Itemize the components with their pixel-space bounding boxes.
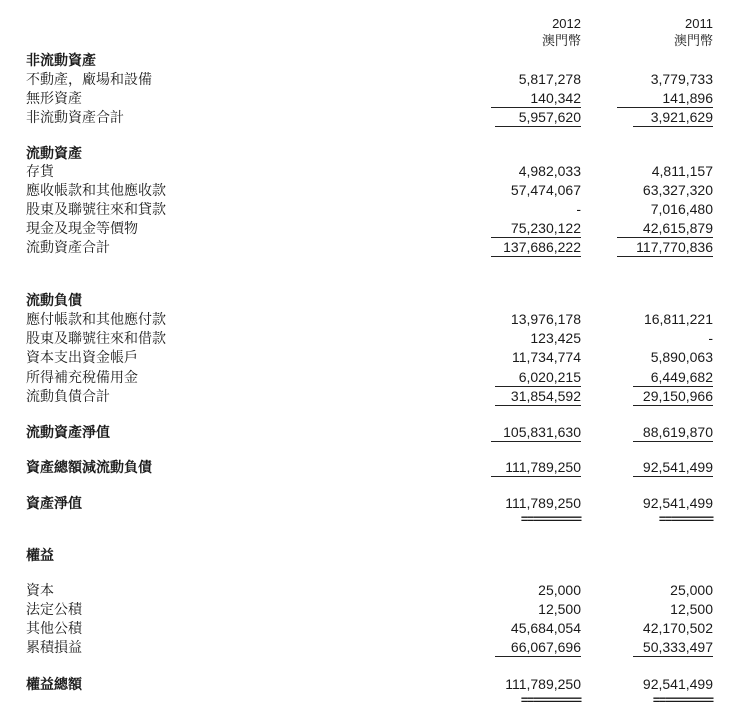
row-label: 不動產，廠場和設備 <box>26 71 152 87</box>
value-2012: 6,020,215 <box>495 369 581 387</box>
value-2011: 12,500 <box>670 601 713 617</box>
value-2011: 88,619,870 <box>633 424 713 442</box>
row-net-current-assets <box>0 424 739 441</box>
section-heading-current-liabilities: 流動負債 <box>26 292 82 308</box>
section-heading-non-current-assets: 非流動資產 <box>26 52 96 68</box>
value-2011: 4,811,157 <box>651 163 713 179</box>
table-row <box>0 601 739 618</box>
row-label: 應付帳款和其他應付款 <box>26 311 166 327</box>
value-2012: 137,686,222 <box>491 239 581 257</box>
row-label: 資本支出資金帳戶 <box>26 349 138 365</box>
value-2012: - <box>576 201 581 217</box>
table-row <box>0 220 739 237</box>
table-row <box>0 330 739 347</box>
value-2011: 117,770,836 <box>617 239 713 257</box>
table-row <box>0 311 739 328</box>
table-row-subtotal <box>0 388 739 405</box>
value-2011: 141,896 <box>617 90 713 108</box>
table-row <box>0 182 739 199</box>
table-row <box>0 71 739 88</box>
table-row-subtotal <box>0 239 739 256</box>
value-2012: 13,976,178 <box>510 311 581 327</box>
row-label: 存貨 <box>26 163 54 179</box>
row-label: 資本 <box>26 582 54 598</box>
row-label: 法定公積 <box>26 601 82 617</box>
section-heading-current-assets: 流動資產 <box>26 145 82 161</box>
value-2012: 5,817,278 <box>518 71 581 87</box>
row-label: 資產總額減流動負債 <box>26 459 152 475</box>
row-label: 應收帳款和其他應收款 <box>26 182 166 198</box>
row-net-assets <box>0 495 739 512</box>
value-2011: 92,541,499 <box>633 459 713 477</box>
value-2011: 92,541,499 <box>642 676 713 692</box>
table-row <box>0 639 739 656</box>
value-2012: 66,067,696 <box>495 639 581 657</box>
row-label: 股東及聯號往來和借款 <box>26 330 166 346</box>
value-2011: 25,000 <box>670 582 713 598</box>
value-2011: 50,333,497 <box>633 639 713 657</box>
row-label: 累積損益 <box>26 639 82 655</box>
value-2012: 105,831,630 <box>491 424 581 442</box>
value-2012: 123,425 <box>530 330 581 346</box>
double-rule-2011: ========= <box>658 512 713 526</box>
double-rule-2012: ========== <box>520 693 581 707</box>
table-row <box>0 582 739 599</box>
table-row <box>0 620 739 637</box>
column-year: 2011 <box>685 16 713 31</box>
row-label: 非流動資產合計 <box>26 109 124 125</box>
column-header-2011 <box>674 16 713 48</box>
table-row-subtotal <box>0 109 739 126</box>
value-2012: 45,684,054 <box>510 620 581 636</box>
row-label: 權益總額 <box>26 676 82 692</box>
row-total-assets-less-current-liabilities <box>0 459 739 476</box>
table-row <box>0 201 739 218</box>
value-2012: 12,500 <box>538 601 581 617</box>
value-2011: 16,811,221 <box>643 311 713 327</box>
value-2011: - <box>708 330 713 346</box>
value-2012: 140,342 <box>491 90 581 108</box>
column-header-2012 <box>542 16 581 48</box>
double-rule-2012: ========== <box>520 512 581 526</box>
value-2011: 5,890,063 <box>650 349 713 365</box>
row-label: 流動資產淨值 <box>26 424 110 440</box>
row-label: 流動資產合計 <box>26 239 110 255</box>
value-2011: 42,170,502 <box>642 620 713 636</box>
row-label: 現金及現金等價物 <box>26 220 138 236</box>
value-2011: 29,150,966 <box>633 388 713 406</box>
value-2012: 111,789,250 <box>505 676 581 692</box>
table-row <box>0 349 739 366</box>
section-heading-equity: 權益 <box>26 547 54 563</box>
value-2012: 5,957,620 <box>495 109 581 127</box>
value-2012: 25,000 <box>538 582 581 598</box>
value-2012: 31,854,592 <box>495 388 581 406</box>
value-2011: 42,615,879 <box>617 220 713 238</box>
row-label: 資產淨值 <box>26 495 82 511</box>
table-row <box>0 369 739 386</box>
row-label: 股東及聯號往來和貸款 <box>26 201 166 217</box>
value-2011: 3,779,733 <box>650 71 713 87</box>
value-2011: 92,541,499 <box>642 495 713 511</box>
value-2011: 3,921,629 <box>633 109 713 127</box>
column-currency: 澳門幣 <box>541 33 581 48</box>
value-2012: 111,789,250 <box>491 459 581 477</box>
value-2012: 4,982,033 <box>518 163 581 179</box>
double-rule-2011: ========== <box>652 693 713 707</box>
value-2011: 6,449,682 <box>633 369 713 387</box>
value-2012: 111,789,250 <box>505 495 581 511</box>
row-label: 所得補充稅備用金 <box>26 369 138 385</box>
table-row <box>0 163 739 180</box>
column-currency: 澳門幣 <box>673 33 713 48</box>
value-2011: 7,016,480 <box>650 201 713 217</box>
table-row <box>0 90 739 107</box>
value-2012: 57,474,067 <box>510 182 581 198</box>
column-year: 2012 <box>552 16 581 31</box>
row-total-equity <box>0 676 739 693</box>
value-2011: 63,327,320 <box>642 182 713 198</box>
value-2012: 11,734,774 <box>511 349 581 365</box>
value-2012: 75,230,122 <box>491 220 581 238</box>
row-label: 其他公積 <box>26 620 82 636</box>
row-label: 無形資產 <box>26 90 82 106</box>
row-label: 流動負債合計 <box>26 388 110 404</box>
